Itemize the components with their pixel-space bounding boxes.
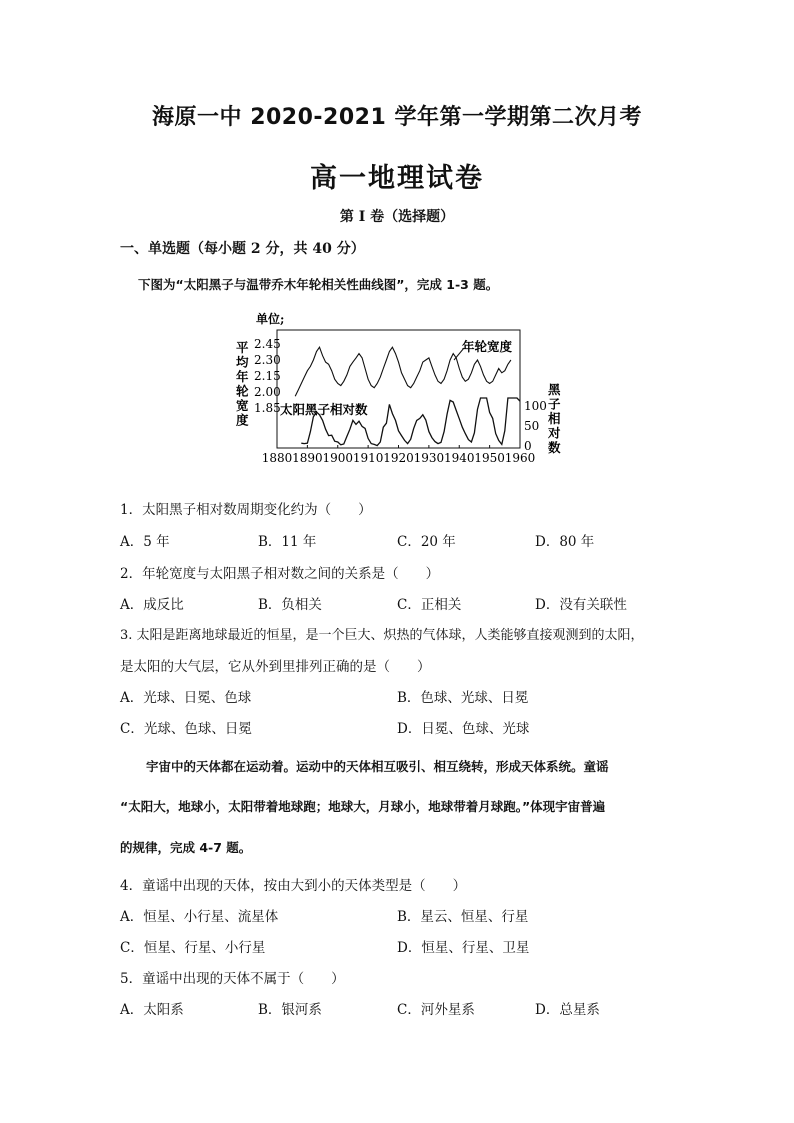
sunspot-tree-ring-chart <box>232 308 562 473</box>
question-4-stem: 4．童谣中出现的天体，按由大到小的天体类型是（ ） <box>120 878 467 894</box>
right-tick-label: 0 <box>524 439 532 453</box>
q1-option-c[interactable]: C．20 年 <box>397 534 456 550</box>
q2-option-b[interactable]: B．负相关 <box>258 597 322 613</box>
passage-line-3: 的规律，完成 4-7 题。 <box>120 840 252 855</box>
x-tick-label: 1960 <box>504 451 536 465</box>
left-tick-label: 2.15 <box>254 369 281 383</box>
q2-option-c[interactable]: C．正相关 <box>397 597 462 613</box>
series-label-leader <box>454 348 464 360</box>
q5-option-a[interactable]: A．太阳系 <box>120 1002 184 1018</box>
x-tick-label: 1940 <box>443 451 475 465</box>
question-3-stem-line1: 3. 太阳是距离地球最近的恒星，是一个巨大、炽热的气体球，人类能够直接观测到的太阳， <box>120 628 644 643</box>
x-tick-label: 1920 <box>383 451 414 465</box>
x-tick-label: 1890 <box>292 451 323 465</box>
left-axis-label-char: 宽 <box>236 398 249 413</box>
question-1-stem: 1．太阳黑子相对数周期变化约为（ ） <box>120 502 372 518</box>
q1-option-a[interactable]: A．5 年 <box>120 534 170 550</box>
passage-line-1: 宇宙中的天体都在运动着。运动中的天体相互吸引、相互绕转，形成天体系统。童谣 <box>146 759 609 774</box>
q3-option-d[interactable]: D．日冕、色球、光球 <box>397 721 530 737</box>
q3-option-a[interactable]: A．光球、日冕、色球 <box>120 690 252 706</box>
chart-intro: 下图为“太阳黑子与温带乔木年轮相关性曲线图”，完成 1-3 题。 <box>138 277 499 292</box>
left-axis-label-char: 平 <box>236 340 249 355</box>
q5-option-d[interactable]: D．总星系 <box>535 1002 600 1018</box>
exam-title: 海原一中 2020-2021 学年第一学期第二次月考 <box>152 105 642 130</box>
q1-option-b[interactable]: B．11 年 <box>258 534 317 550</box>
tree-ring-width-line <box>295 347 511 396</box>
left-axis-label-char: 年 <box>236 369 249 384</box>
x-tick-label: 1930 <box>413 451 445 465</box>
section-heading: 一、单选题（每小题 2 分，共 40 分） <box>120 241 365 257</box>
q2-option-a[interactable]: A．成反比 <box>120 597 184 613</box>
series-label-sunspot: 太阳黑子相对数 <box>280 402 368 417</box>
left-tick-label: 2.30 <box>254 353 281 367</box>
exam-volume: 第 I 卷（选择题） <box>339 209 455 225</box>
left-axis-label-char: 轮 <box>236 383 249 399</box>
q3-option-c[interactable]: C．光球、色球、日冕 <box>120 721 252 737</box>
left-axis-label-char: 均 <box>236 354 249 370</box>
unit-label: 单位; <box>256 312 285 326</box>
q4-option-b[interactable]: B．星云、恒星、行星 <box>397 909 529 925</box>
right-axis-label-char: 黑 <box>548 382 561 397</box>
x-tick-label: 1900 <box>322 451 354 465</box>
right-axis-label-char: 数 <box>548 440 561 455</box>
x-tick-label: 1880 <box>261 451 293 465</box>
q1-option-d[interactable]: D．80 年 <box>535 534 595 550</box>
q4-option-c[interactable]: C．恒星、行星、小行星 <box>120 940 266 956</box>
question-5-stem: 5．童谣中出现的天体不属于（ ） <box>120 971 345 987</box>
left-tick-label: 1.85 <box>254 401 281 415</box>
question-2-stem: 2．年轮宽度与太阳黑子相对数之间的关系是（ ） <box>120 566 440 582</box>
q3-option-b[interactable]: B．色球、光球、日冕 <box>397 690 529 706</box>
q4-option-a[interactable]: A．恒星、小行星、流星体 <box>120 909 279 925</box>
q2-option-d[interactable]: D．没有关联性 <box>535 597 627 613</box>
passage-line-2: “太阳大，地球小，太阳带着地球跑；地球大，月球小，地球带着月球跑。”体现宇宙普遍 <box>120 799 606 814</box>
x-tick-label: 1910 <box>352 451 384 465</box>
q4-option-d[interactable]: D．恒星、行星、卫星 <box>397 940 530 956</box>
left-axis-label-char: 度 <box>236 412 249 428</box>
right-axis-label-char: 对 <box>548 425 561 441</box>
right-tick-label: 50 <box>524 419 540 433</box>
question-3-stem-line2: 是太阳的大气层，它从外到里排列正确的是（ ） <box>120 659 431 675</box>
right-axis-label-char: 相 <box>548 411 561 426</box>
q5-option-b[interactable]: B．银河系 <box>258 1002 322 1018</box>
right-axis-label-char: 子 <box>548 396 561 412</box>
x-tick-label: 1950 <box>474 451 505 465</box>
left-tick-label: 2.00 <box>254 385 281 399</box>
q5-option-c[interactable]: C．河外星系 <box>397 1002 475 1018</box>
left-tick-label: 2.45 <box>254 337 281 351</box>
exam-subject: 高一地理试卷 <box>310 163 484 194</box>
right-tick-label: 100 <box>524 399 547 413</box>
series-label-tree-ring: 年轮宽度 <box>462 339 513 354</box>
